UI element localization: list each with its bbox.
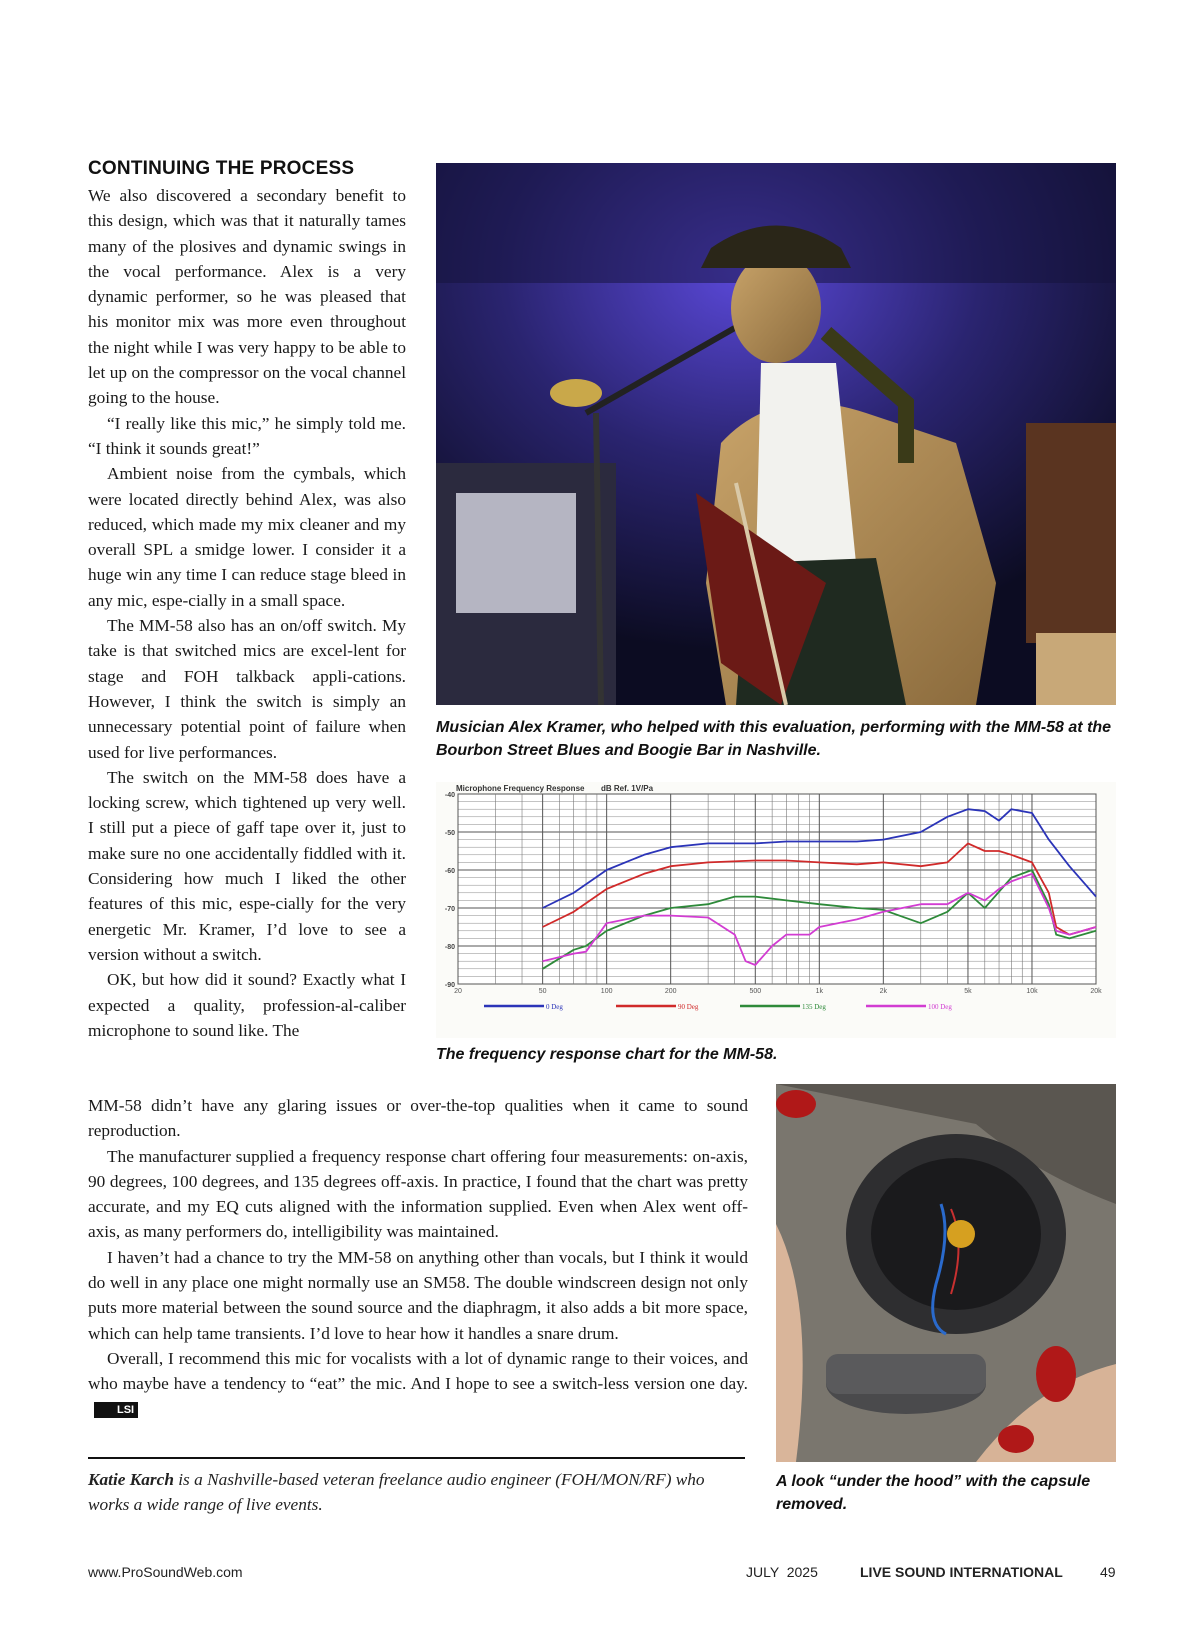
chart-title: Microphone Frequency Response: [456, 784, 585, 793]
paragraph: The switch on the MM-58 does have a locking screw, which tightened up very well. I still put a piece of gaff tape over it, just to make sure no one accidentally fiddled with it. Considering how much I liked the other features of this mic, espe-cially for the very energetic Mr. Kramer, I’d love to see a version without a switch.: [88, 767, 406, 964]
paragraph-text: Overall, I recommend this mic for vocalists with a lot of dynamic range to their voices, and who maybe have a tendency to “eat” the mic. And I hope to see a switch-less version one day.: [88, 1348, 748, 1394]
y-tick-label: -80: [444, 944, 455, 951]
x-tick-label: 50: [538, 988, 547, 995]
author-bio: [88, 1467, 748, 1517]
footer-page-number: 49: [1100, 1564, 1116, 1580]
bio-rule: [88, 1457, 745, 1459]
left-column: [88, 183, 406, 1043]
x-tick-label: 5k: [964, 988, 972, 995]
x-tick-label: 500: [749, 988, 762, 995]
paragraph: Ambient noise from the cymbals, which were located directly behind Alex, was also reduced, which made my mix cleaner and my overall SPL a smidge lower. I consider it a huge win any time I can reduce stage bleed in any mic, espe-cially in a small space.: [88, 464, 406, 610]
y-tick-label: -50: [444, 830, 455, 837]
section-heading: CONTINUING THE PROCESS: [88, 158, 355, 179]
x-tick-label: 200: [664, 988, 677, 995]
y-tick-label: -60: [444, 868, 455, 875]
wide-column: [88, 1093, 748, 1422]
legend-label: 135 Deg: [802, 1003, 826, 1011]
paragraph: MM-58 didn’t have any glaring issues or over-the-top qualities when it came to sound reproduction.: [88, 1096, 748, 1141]
footer-magazine: LIVE SOUND INTERNATIONAL: [860, 1564, 1063, 1580]
legend-label: 100 Deg: [928, 1003, 952, 1011]
author-name: Katie Karch: [88, 1470, 174, 1489]
paragraph: We also discovered a secondary benefit to this design, which was that it naturally tames many of the plosives and dynamic swings in the vocal performance. Alex is a very dynamic performer, so he was pleased that his monitor mix was more even throughout the night while I was very happy to be able to let up on the compressor on the vocal channel going to the house.: [88, 186, 406, 408]
chart-subtitle: dB Ref. 1V/Pa: [601, 784, 654, 793]
photo-caption: A look “under the hood” with the capsule removed.: [776, 1473, 1091, 1513]
paragraph: “I really like this mic,” he simply told me. “I think it sounds great!”: [88, 413, 406, 458]
paragraph: OK, but how did it sound? Exactly what I expected a quality, profession-al-caliber microphone to sound like. The: [88, 970, 406, 1040]
x-tick-label: 1k: [815, 988, 824, 995]
paragraph: I haven’t had a chance to try the MM-58 on anything other than vocals, but I think it would do well in any place one might normally use an SM58. The double windscreen design not only puts more material between the sound source and the diaphragm, it also adds a bit more space, which can help tame transients. I’d love to hear how it handles a snare drum.: [88, 1247, 748, 1343]
bio-text: is a Nashville-based veteran freelance audio engineer (FOH/MON/RF) who works a wide range of live events.: [88, 1470, 705, 1514]
footer-website: www.ProSoundWeb.com: [88, 1564, 243, 1580]
chart-caption: The frequency response chart for the MM-58.: [436, 1046, 778, 1063]
photo-caption: Musician Alex Kramer, who helped with this evaluation, performing with the MM-58 at the Bourbon Street Blues and Boogie Bar in Nashville.: [436, 719, 1112, 759]
capsule-photo: [776, 1084, 1116, 1462]
end-mark: LSI: [94, 1402, 138, 1418]
x-tick-label: 20k: [1090, 988, 1102, 995]
x-tick-label: 20: [454, 988, 462, 995]
y-tick-label: -90: [444, 982, 455, 989]
footer-date: JULY 2025: [746, 1564, 818, 1580]
paragraph: The MM-58 also has an on/off switch. My take is that switched mics are excel-lent for stage and FOH talkback appli-cations. However, I think the switch is simply an unnecessary potential point of failure when used for live performances.: [88, 616, 406, 762]
legend-label: 0 Deg: [546, 1003, 563, 1011]
y-tick-label: -70: [444, 906, 455, 913]
frequency-response-chart: [436, 782, 1116, 1038]
y-tick-label: -40: [444, 792, 455, 799]
paragraph: The manufacturer supplied a frequency response chart offering four measurements: on-axis, 90 degrees, 100 degrees, and 135 degrees off-axis. In practice, I found that the chart was pretty accurate, and my EQ cuts aligned with the information supplied. Even when Alex went off-axis, as many performers do, intelligibility was maintained.: [88, 1146, 748, 1242]
paragraph: [88, 1346, 748, 1422]
x-tick-label: 10k: [1026, 988, 1038, 995]
performer-photo: [436, 163, 1116, 705]
x-tick-label: 2k: [879, 988, 888, 995]
chart-svg: [436, 782, 1116, 1038]
x-tick-label: 100: [600, 988, 613, 995]
legend-label: 90 Deg: [678, 1003, 699, 1011]
